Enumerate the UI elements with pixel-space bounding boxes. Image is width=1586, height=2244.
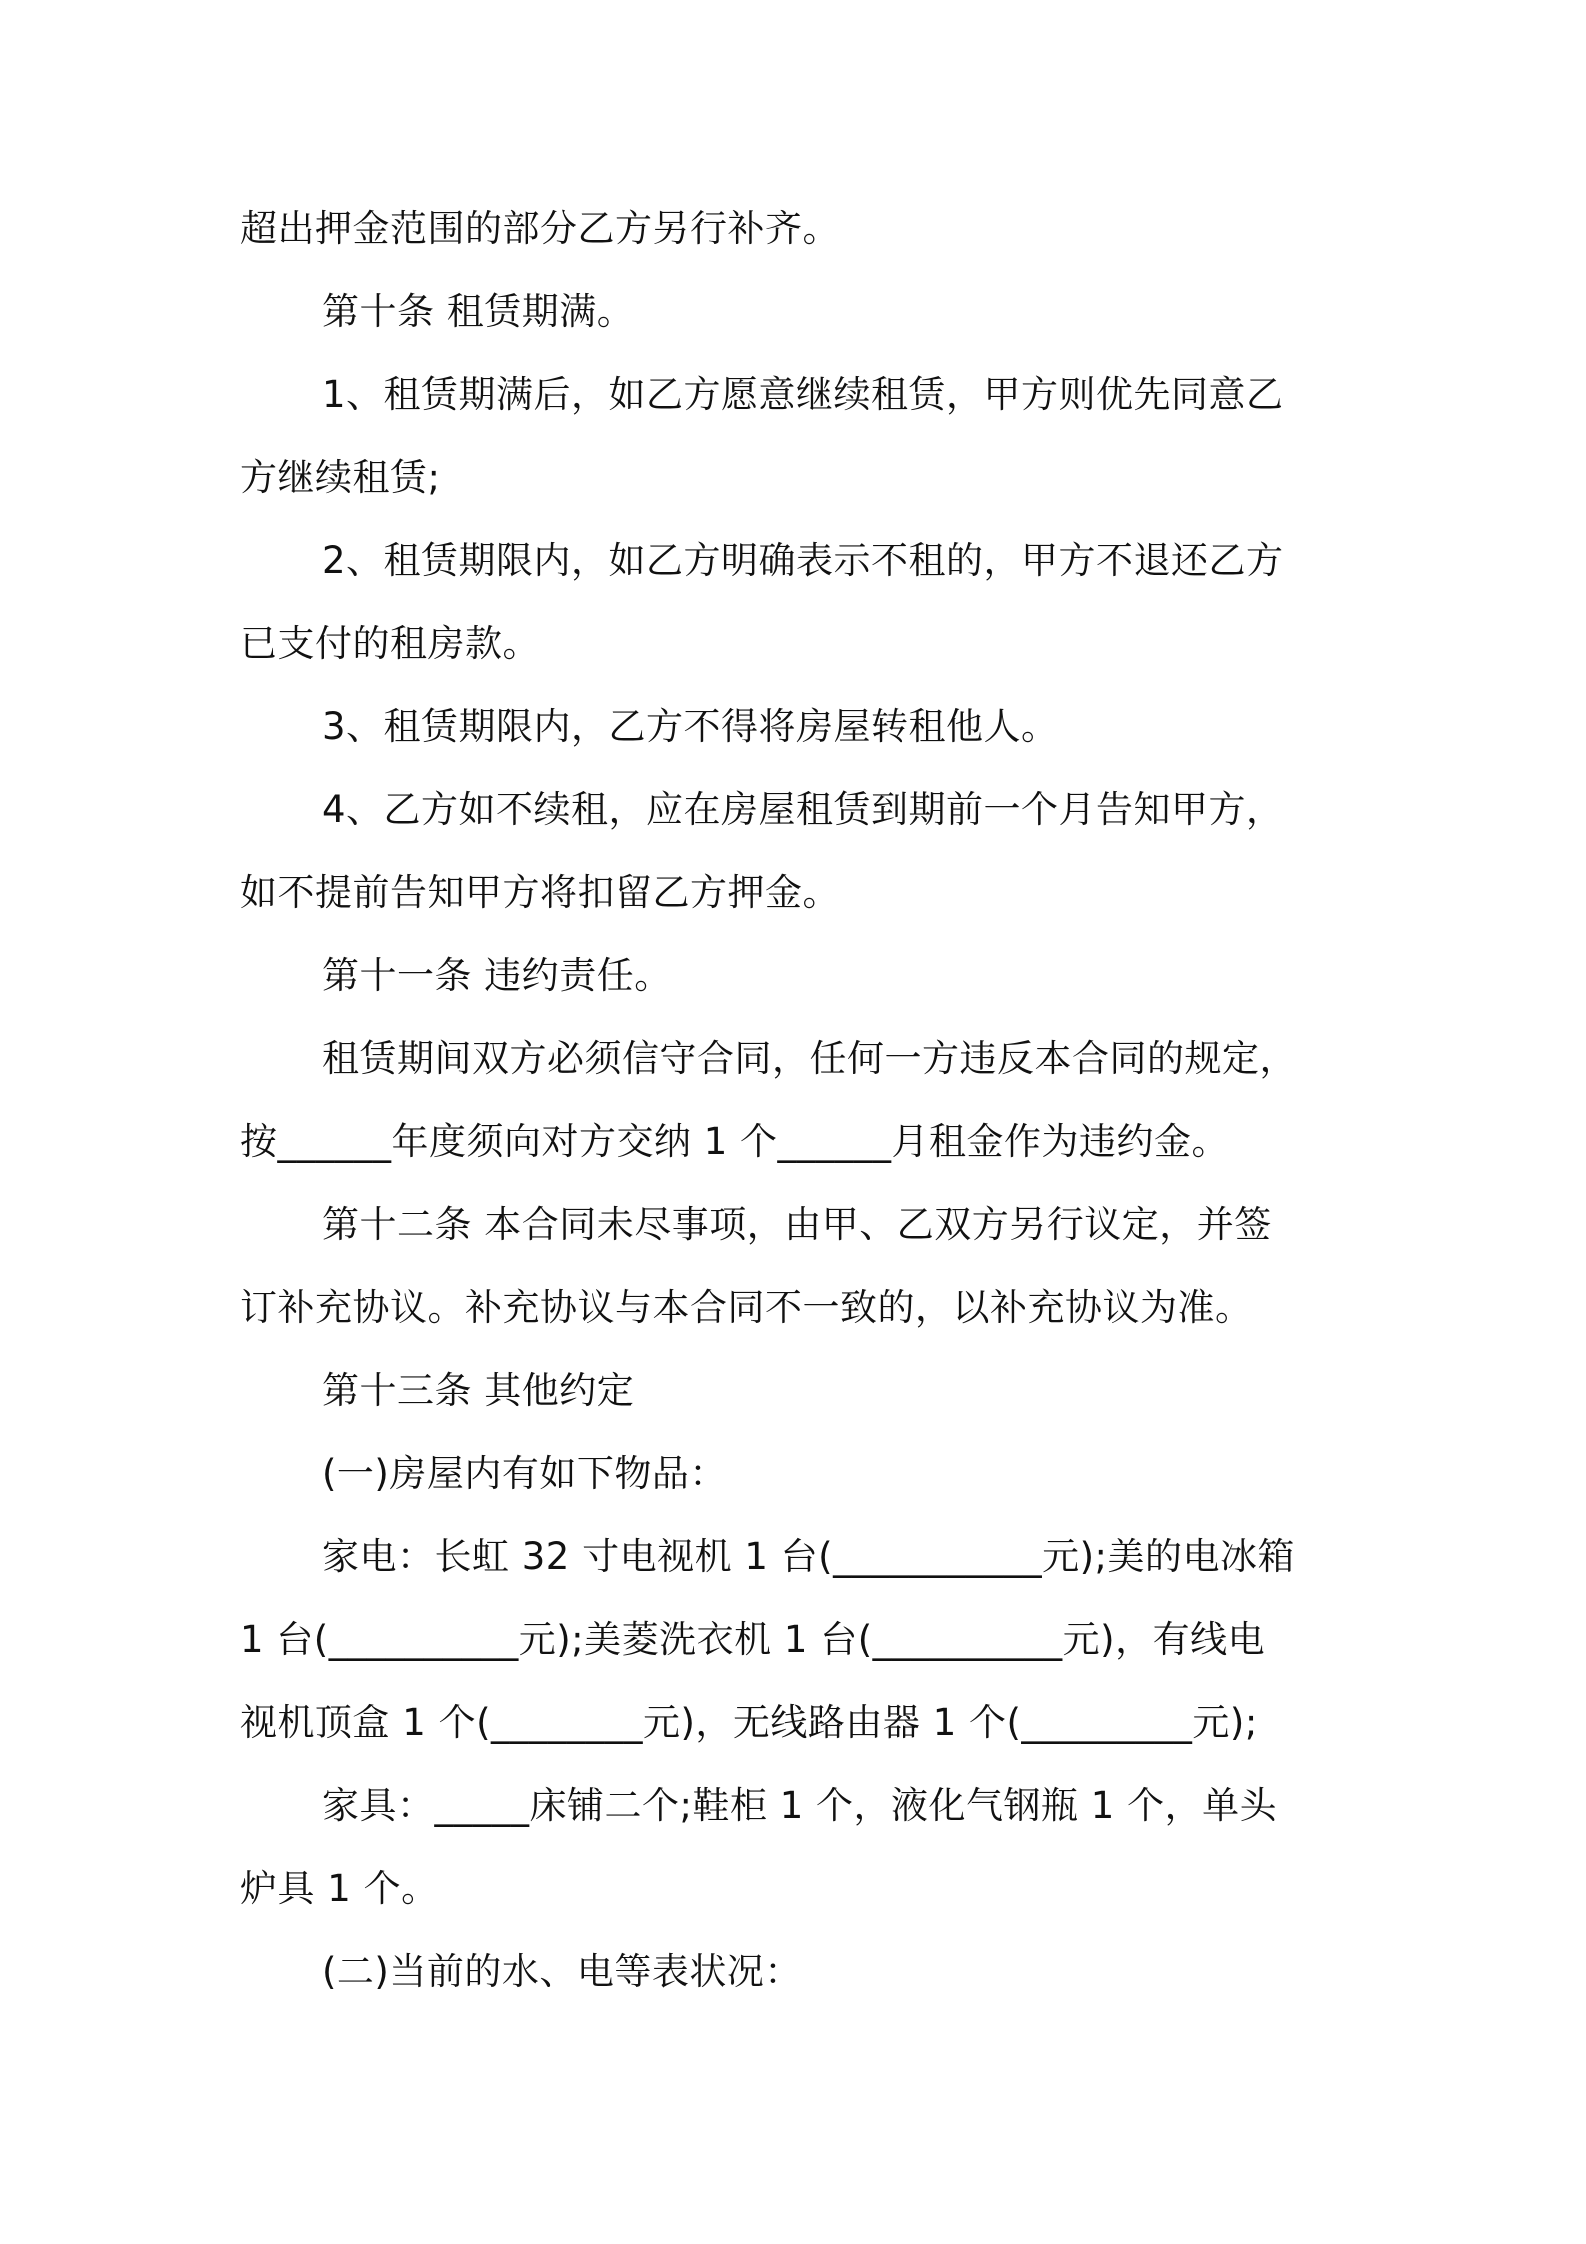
text-line-11: 租赁期间双方必须信守合同，任何一方违反本合同的规定， [322, 1037, 1297, 1080]
text-line-20: 家具：_____床铺二个;鞋柜 1 个，液化气钢瓶 1 个，单头 [322, 1784, 1278, 1827]
article-12-heading: 第十二条 本合同未尽事项，由甲、乙双方另行议定，并签 [322, 1203, 1272, 1246]
article-11-heading: 第十一条 违约责任。 [322, 954, 672, 997]
text-line-6: 已支付的租房款。 [240, 622, 540, 665]
text-line-19: 视机顶盒 1 个(________元)，无线路由器 1 个(_________元); [240, 1701, 1258, 1744]
text-line-7: 3、租赁期限内，乙方不得将房屋转租他人。 [322, 705, 1059, 748]
text-line-17: 家电：长虹 32 寸电视机 1 台(___________元);美的电冰箱 [322, 1535, 1296, 1578]
text-line-8: 4、乙方如不续租，应在房屋租赁到期前一个月告知甲方， [322, 788, 1284, 831]
text-line-14: 订补充协议。补充协议与本合同不一致的，以补充协议为准。 [240, 1286, 1253, 1329]
text-line-4: 方继续租赁; [240, 456, 441, 499]
text-line-5: 2、租赁期限内，如乙方明确表示不租的，甲方不退还乙方 [322, 539, 1284, 582]
text-line-16: (一)房屋内有如下物品： [322, 1452, 727, 1495]
text-line-1: 超出押金范围的部分乙方另行补齐。 [240, 207, 840, 250]
text-line-9: 如不提前告知甲方将扣留乙方押金。 [240, 871, 840, 914]
text-line-18: 1 台(__________元);美菱洗衣机 1 台(__________元)，有线电 [240, 1618, 1266, 1661]
text-line-22: (二)当前的水、电等表状况： [322, 1950, 802, 1993]
text-line-3: 1、租赁期满后，如乙方愿意继续租赁，甲方则优先同意乙 [322, 373, 1284, 416]
text-line-12: 按______年度须向对方交纳 1 个______月租金作为违约金。 [240, 1120, 1230, 1163]
article-10-heading: 第十条 租赁期满。 [322, 290, 635, 333]
text-line-21: 炉具 1 个。 [240, 1867, 439, 1910]
article-13-heading: 第十三条 其他约定 [322, 1369, 635, 1412]
